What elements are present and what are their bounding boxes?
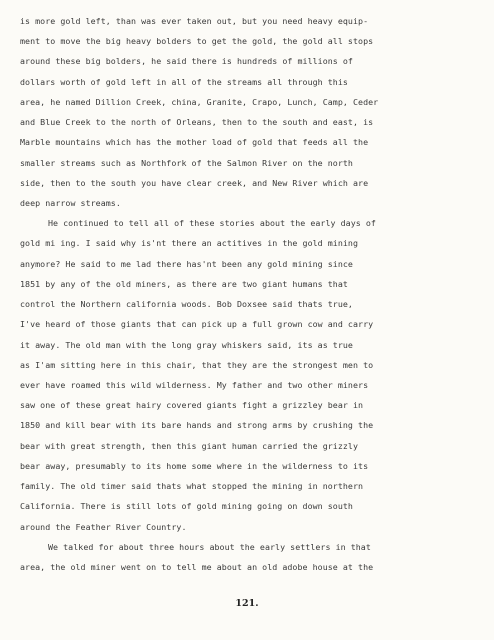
text-line: bear away, presumably to its home some where in the wilderness to its (20, 460, 369, 471)
text-line: around the Feather River Country. (20, 521, 187, 532)
text-line: and Blue Creek to the north of Orleans, then to the south and east, is (20, 117, 374, 128)
text-line: 1850 and kill bear with its bare hands and strong arms by crushing the (20, 420, 374, 431)
text-line: is more gold left, than was ever taken out, but you need heavy equip- (20, 16, 369, 26)
text-line: it away. The old man with the long gray whiskers said, its as true (20, 339, 353, 350)
text-line: Marble mountains which has the mother load of gold that feeds all the (20, 137, 369, 148)
text-line: He continued to tell all of these stories about the early days of (48, 218, 376, 229)
text-line: We talked for about three hours about the early settlers in that (48, 541, 371, 552)
text-line: bear with great strength, then this giant human carried the grizzly (20, 440, 359, 451)
text-line: around these big bolders, he said there is hundreds of millions of (20, 56, 353, 67)
text-line: deep narrow streams. (20, 198, 121, 208)
page-number: 121. (235, 598, 259, 609)
text-line: area, he named Dillion Creek, china, Granite, Crapo, Lunch, Camp, Ceder (20, 96, 379, 107)
text-line: California. There is still lots of gold mining going on down south (20, 501, 353, 512)
text-line: dollars worth of gold left in all of the streams all through this (20, 76, 348, 87)
text-line: area, the old miner went on to tell me about an old adobe house at the (20, 562, 374, 572)
text-line: I've heard of those giants that can pick up a full grown cow and carry (20, 319, 374, 330)
text-line: gold mi ing. I said why is'nt there an actitives in the gold mining (20, 238, 359, 249)
text-line: family. The old timer said thats what stopped the mining in northern (20, 481, 364, 492)
text-line: saw one of these great hairy covered giants fight a grizzley bear in (20, 400, 364, 411)
text-line: ever have roamed this wild wilderness. My father and two other miners (20, 380, 369, 390)
text-line: side, then to the south you have clear creek, and New River which are (20, 177, 369, 188)
text-line: as I'am sitting here in this chair, that they are the strongest men to (20, 359, 374, 370)
text-line: control the Northern california woods. Bob Doxsee said thats true, (20, 299, 353, 310)
text-line: smaller streams such as Northfork of the Salmon River on the north (20, 157, 353, 168)
text-line: 1851 by any of the old miners, as there are two giant humans that (20, 278, 348, 289)
text-line: anymore? He said to me lad there has'nt been any gold mining since (20, 258, 353, 269)
text-line: ment to move the big heavy bolders to get the gold, the gold all stops (20, 36, 374, 47)
